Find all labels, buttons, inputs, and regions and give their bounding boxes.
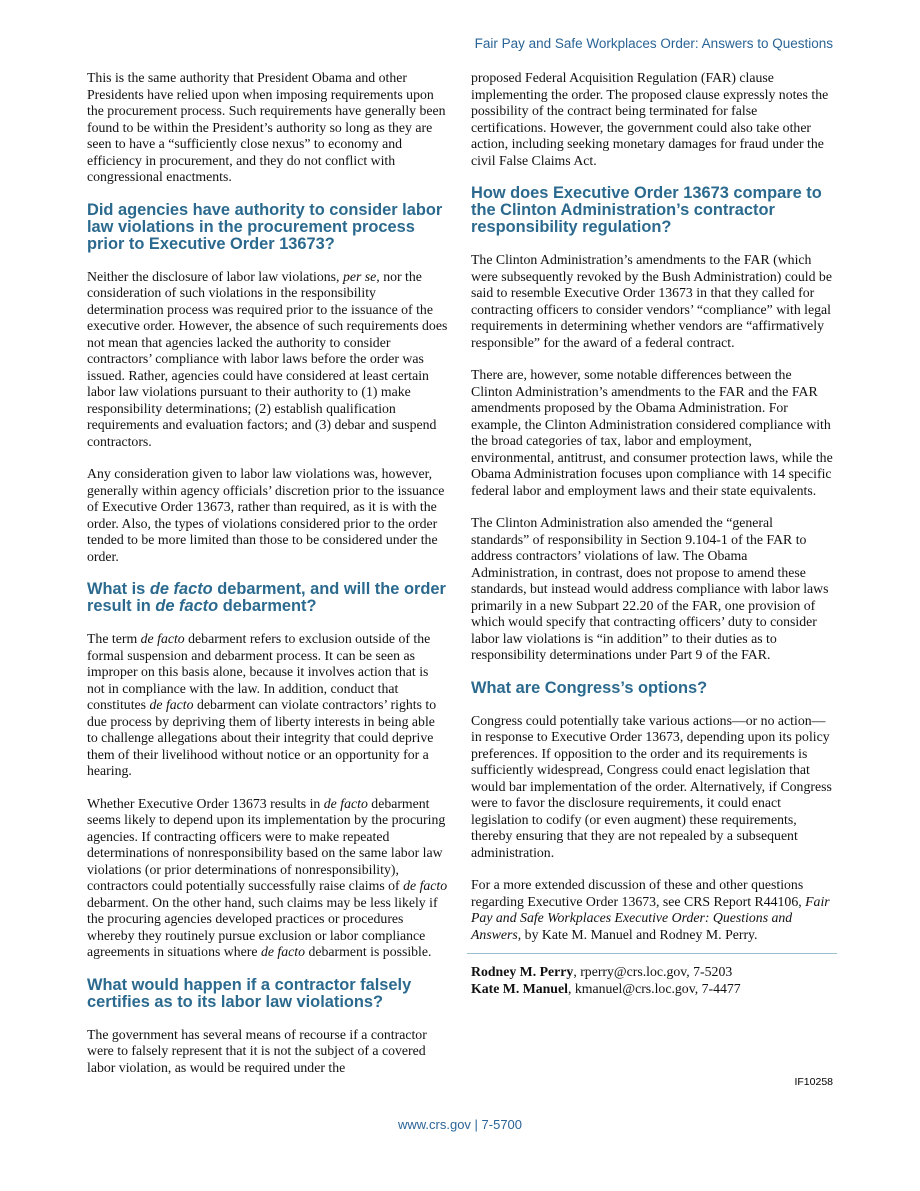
paragraph: The government has several means of recourse if a contractor were to falsely represent that it is not the subject of a covered labor violation, as would be required under the <box>87 1026 427 1075</box>
product-code: IF10258 <box>794 1076 833 1088</box>
author-entry: Rodney M. Perry, rperry@crs.loc.gov, 7-5203 <box>471 964 733 979</box>
paragraph: The Clinton Administration’s amendments to the FAR (which were subsequently revoked by the Bush Administration) could be said to resemble Executive Order 13673 in that they called for contracting officers to consider vendors’ “compliance” with legal requirements in determining whether vendors are “affirmatively responsible” for the award of a federal contract. <box>471 252 832 350</box>
paragraph: The Clinton Administration also amended the “general standards” of responsibility in Section 9.104-1 of the FAR to address contractors’ violations of law. The Obama Administration, in contrast, does not propose to amend these standards, but instead would address compliance with labor laws primarily in a new Subpart 22.20 of the FAR, one provision of which would specify that contracting officers’ duty to consider labor law violations is “in addition” to their duties as to responsibility determinations under Part 9 of the FAR. <box>471 515 829 662</box>
right-column <box>471 70 833 997</box>
section-heading-false-certification: What would happen if a contractor falsely certifies as to its labor law violations? <box>87 975 412 1011</box>
section-heading-clinton-comparison: How does Executive Order 13673 compare to the Clinton Administration’s contractor responsibility regulation? <box>471 184 822 236</box>
paragraph: Neither the disclosure of labor law violations, per se, nor the consideration of such violations in the responsibility determination process was required prior to the issuance of the executive order. However, the absence of such requirements does not mean that agencies lacked the authority to consider contractors’ compliance with labor laws before the order was issued. Rather, agencies could have considered at least certain labor law violations pursuant to their authority to (1) make responsibility determinations; (2) establish qualification requirements and evaluation factors; and (3) debar and suspend contractors. <box>87 268 448 449</box>
author-entry: Kate M. Manuel, kmanuel@crs.loc.gov, 7-4477 <box>471 980 741 996</box>
section-heading-congress-options: What are Congress’s options? <box>471 678 708 697</box>
section-heading-agency-authority: Did agencies have authority to consider labor law violations in the procurement process prior to Executive Order 13673? <box>87 200 443 253</box>
left-column <box>87 70 448 1092</box>
divider <box>467 953 837 954</box>
paragraph: Whether Executive Order 13673 results in de facto debarment seems likely to depend upon its implementation by the procuring agencies. If contracting officers were to make repeated determinations of nonresponsibility based on the same labor law violations (or prior determinations of nonresponsibility), contractors could potentially successfully raise claims of de facto debarment. On the other hand, such claims may be less likely if the procuring agencies developed practices or procedures whereby they routinely pursue exclusion or labor compliance agreements in situations where de facto debarment is possible. <box>87 795 448 959</box>
paragraph: For a more extended discussion of these and other questions regarding Executive Order 13673, see CRS Report R44106, Fair Pay and Safe Workplaces Executive Order: Questions and Answers, by Kate M. Manuel and Rodney M. Perry. <box>471 877 830 942</box>
section-heading-de-facto-debarment: What is de facto debarment, and will the order result in de facto debarment? <box>87 580 446 615</box>
paragraph: Congress could potentially take various actions—or no action—in response to Executive Order 13673, depending upon its policy preferences. If opposition to the order and its requirements is sufficiently widespread, Congress could enact legislation that would bar implementation of the order. Alternatively, if Congress were to favor the disclosure requirements, it could enact legislation to codify (or even augment) these requirements, thereby ensuring that they are not repealed by a subsequent administration. <box>471 712 832 860</box>
author-list <box>471 964 833 997</box>
paragraph: proposed Federal Acquisition Regulation (FAR) clause implementing the order. The proposed clause expressly notes the possibility of the contract being terminated for false certifications. However, the government could also take other action, including seeking monetary damages for fraud under the civil False Claims Act. <box>471 70 829 168</box>
paragraph: This is the same authority that President Obama and other Presidents have relied upon when imposing requirements upon the procurement process. Such requirements have generally been found to be within the President’s authority so long as they are seen to have a “sufficiently close nexus” to economy and efficiency in procurement, and they do not conflict with congressional enactments. <box>87 70 446 184</box>
page-footer: www.crs.gov | 7-5700 <box>397 1117 523 1132</box>
paragraph: There are, however, some notable differences between the Clinton Administration’s amendments to the FAR and the FAR amendments proposed by the Obama Administration. For example, the Clinton Administration considered compliance with the broad categories of tax, labor and employment, environmental, antitrust, and consumer protection laws, while the Obama Administration focuses upon compliance with 14 specific federal labor and employment laws and their state equivalents. <box>471 367 833 498</box>
paragraph: The term de facto debarment refers to exclusion outside of the formal suspension and debarment process. It can be seen as improper on this basis alone, because it involves action that is not in compliance with the law. In addition, conduct that constitutes de facto debarment can violate contractors’ rights to due process by depriving them of liberty interests in being able to challenge allegations about their integrity that could deprive them of their livelihood without notice or an opportunity for a hearing. <box>87 631 437 778</box>
running-header: Fair Pay and Safe Workplaces Order: Answers to Questions <box>474 36 833 51</box>
paragraph: Any consideration given to labor law violations was, however, generally within agency officials’ discretion prior to the issuance of Executive Order 13673, rather than required, as it is with the order. Also, the types of violations considered prior to the order tended to be more limited than those to be considered under the order. <box>87 466 445 564</box>
